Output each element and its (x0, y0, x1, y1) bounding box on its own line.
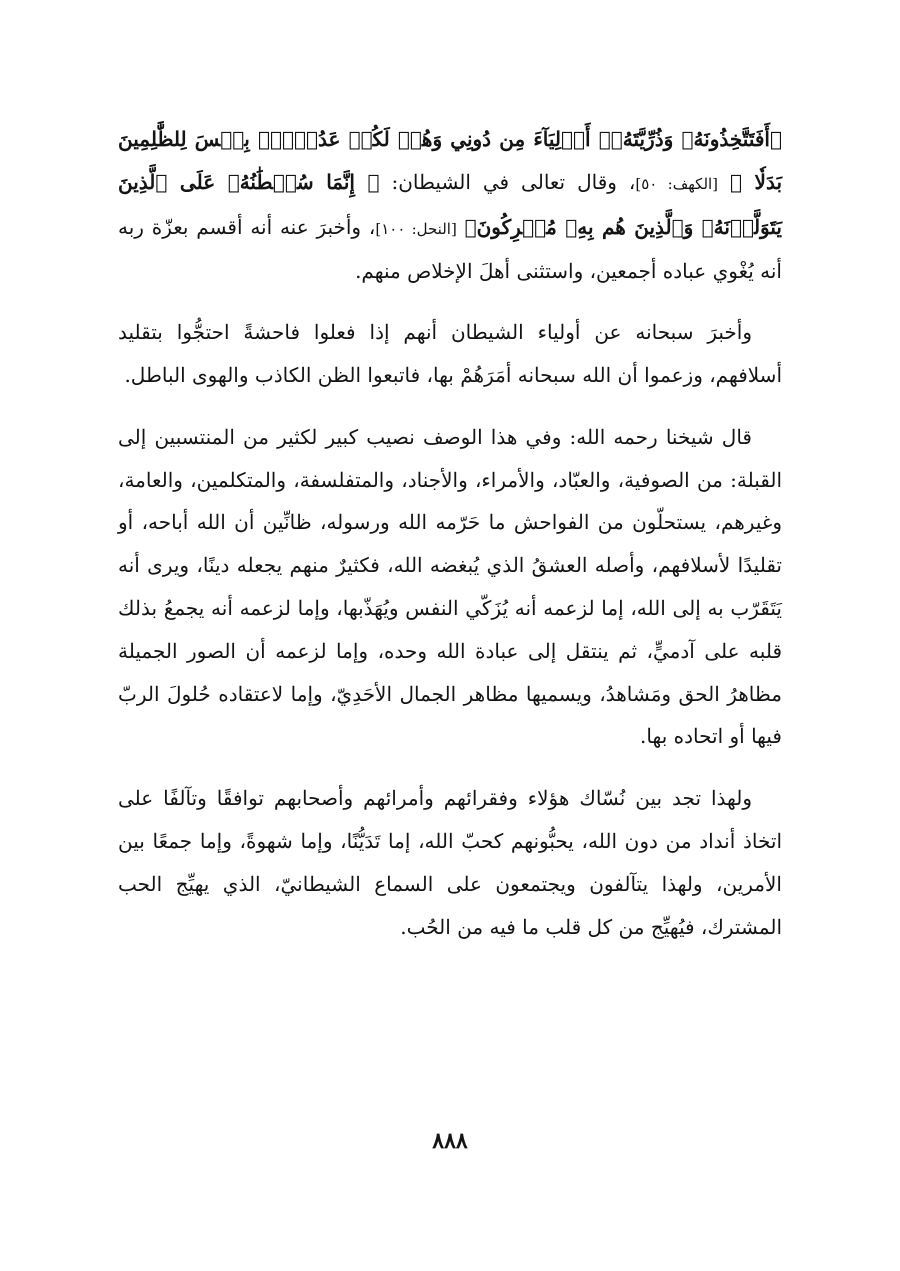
paragraph-quran-citations (118, 118, 782, 293)
quran-verse-nahl: ﴿ إِنَّمَا سُلۡطَٰنُهُۥ عَلَى ٱلَّذِينَ يَتَوَلَّوۡنَهُۥ وَٱلَّذِينَ هُم بِهِۦ مُشۡرِكُونَ﴾ (118, 169, 782, 239)
paragraph-awliya: وأخبرَ سبحانه عن أولياء الشيطان أنهم إذا فعلوا فاحشةً احتجُّوا بتقليد أسلافهم، وزعموا أن الله سبحانه أمَرَهُمْ بها، فاتبعوا الظن الكاذب والهوى الباطل. (118, 320, 782, 387)
paragraph-text: ، وأخبرَ عنه أنه أقسم بعزّة ربه أنه يُغْوي عباده أجمعين، واستثنى أهلَ الإخلاص منهم. (118, 214, 782, 284)
page-number: ٨٨٨ (432, 1128, 468, 1154)
quran-verse-kahf: ﴿أَفَتَتَّخِذُونَهُۥ وَذُرِّيَّتَهُۥٓ أَوۡلِيَآءَ مِن دُونِي وَهُمۡ لَكُمۡ عَدُوُّۢۚ بِئۡسَ لِلظَّٰلِمِينَ بَدَلٗا ﴾ (118, 127, 783, 194)
verse-reference: [النحل: ١٠٠] (375, 219, 457, 238)
paragraph-nussak: ولهذا تجد بين نُسّاك هؤلاء وفقرائهم وأمرائهم وأصحابهم توافقًا وتآلفًا على اتخاذ أنداد من دون الله، يحبُّونهم كحبّ الله، إما تَدَيُّنًا، وإما شهوةً، وإما جمعًا بين الأمرين، ولهذا يتآلفون ويجتمعون على السماع الشيطانيّ، الذي يهيِّج الحب المشترك، فيُهيِّج من كل قلب ما فيه من الحُب. (118, 786, 782, 939)
verse-reference: [الكهف: ٥٠] (635, 174, 719, 193)
paragraph-text: ، وقال تعالى في الشيطان: (379, 169, 636, 194)
page-body (118, 118, 782, 948)
paragraph-shaykh-quote: قال شيخنا رحمه الله: وفي هذا الوصف نصيب كبير لكثير من المنتسبين إلى القبلة: من الصوفية، والعبّاد، والأمراء، والأجناد، والمتفلسفة، والمتكلمين، والعامة، وغيرهم، يستحلّون من الفواحش ما حَرّمه الله ورسوله، ظانِّين أن الله أباحه، أو تقليدًا لأسلافهم، وأصله العشقُ الذي يُبغضه الله، فكثيرٌ منهم يجعله دينًا، ويرى أنه يَتَقَرّب به إلى الله، إما لزعمه أنه يُزَكّي النفس ويُهَذّبها، وإما لزعمه أنه يجمعُ بذلك قلبه على آدميٍّ، ثم ينتقل إلى عبادة الله وحده، وإما لزعمه أن الصور الجميلة مظاهرُ الحق ومَشاهدُ، ويسميها مظاهر الجمال الأحَدِيّ، وإما لاعتقاده حُلولَ الربّ فيها أو اتحاده بها. (118, 424, 782, 749)
